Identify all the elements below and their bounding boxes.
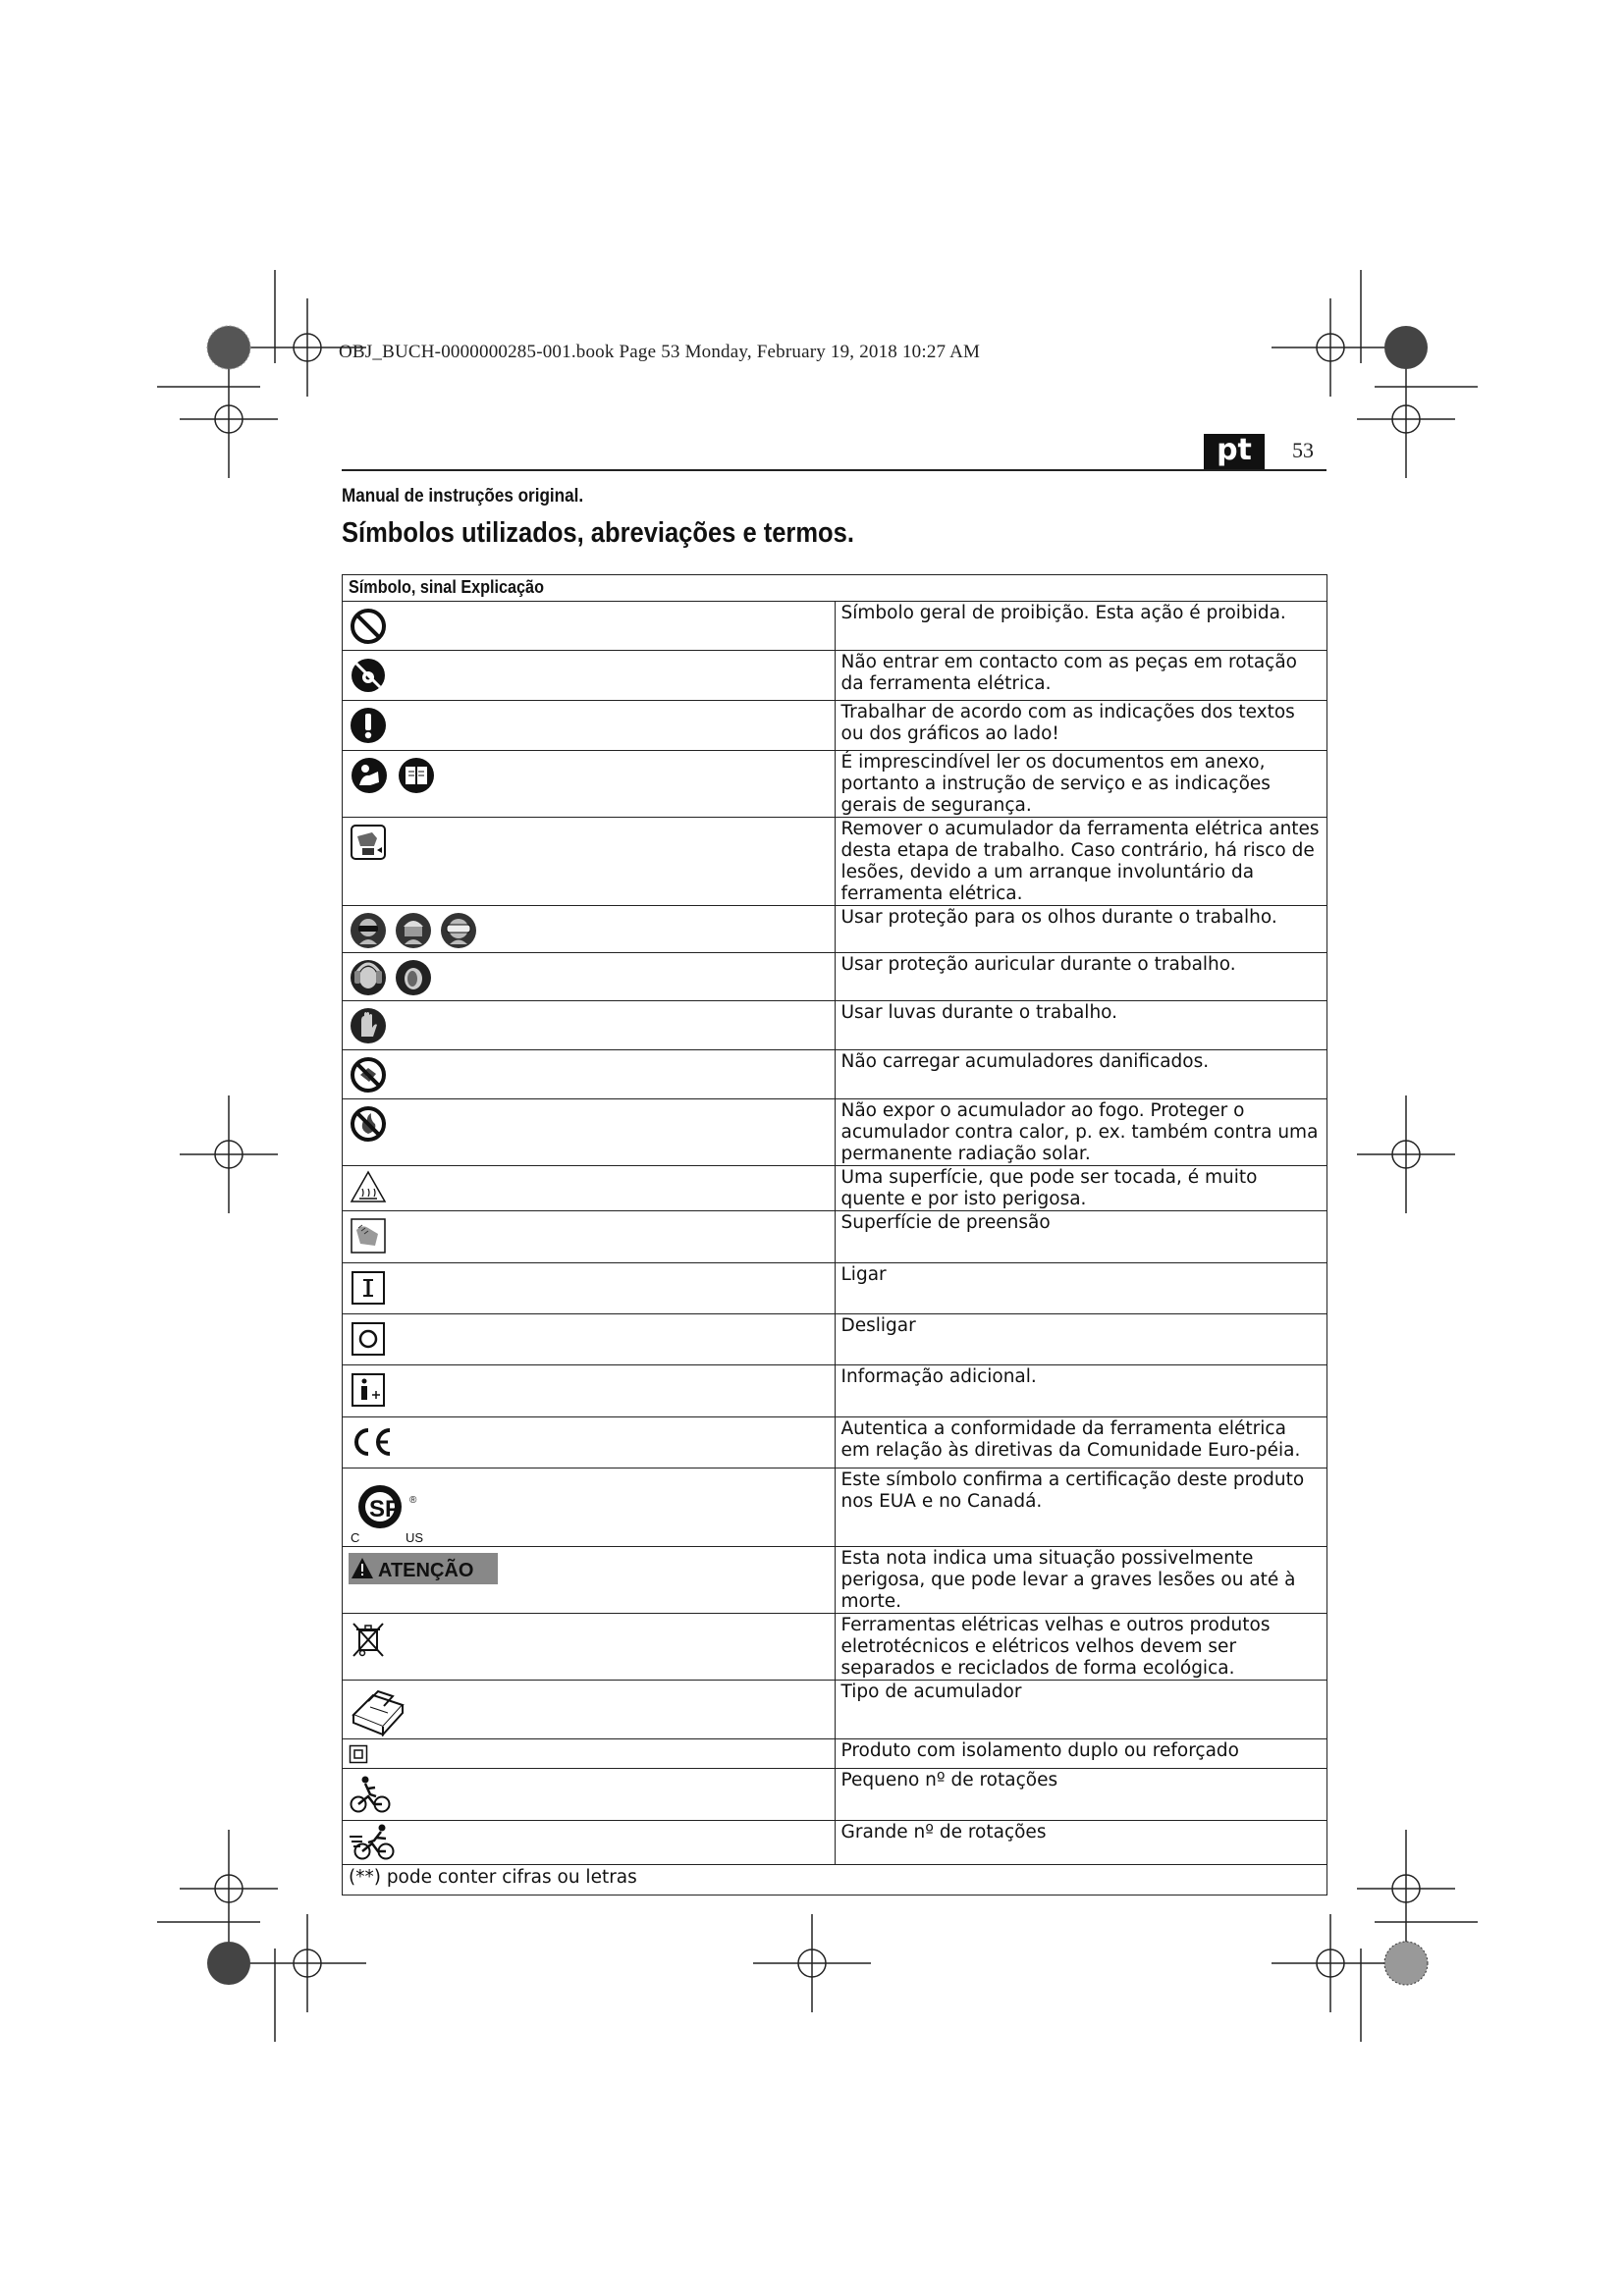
info-plus-icon	[349, 1370, 388, 1410]
table-header	[343, 575, 1327, 602]
svg-text:US: US	[406, 1530, 424, 1544]
language-badge: pt	[1204, 434, 1265, 469]
ce-mark-icon	[349, 1422, 394, 1462]
table-row	[343, 1417, 1327, 1468]
symbol-cell	[343, 953, 836, 1001]
symbol-cell	[343, 651, 836, 701]
table-row	[343, 1769, 1327, 1821]
explanation-cell: Não expor o acumulador ao fogo. Proteger o acumulador contra calor, p. ex. também contra uma permanente radiação solar.	[835, 1099, 1327, 1166]
table-row	[343, 953, 1327, 1001]
symbol-cell	[343, 1614, 836, 1681]
explanation-cell: Não entrar em contacto com as peças em rotação da ferramenta elétrica.	[835, 651, 1327, 701]
symbol-cell	[343, 602, 836, 651]
crosshair-mark	[753, 1914, 871, 2012]
crosshair-mark	[1357, 1095, 1455, 1213]
subtitle: Manual de instruções original.	[342, 486, 584, 507]
table-row	[343, 818, 1327, 906]
explanation-cell: Ferramentas elétricas velhas e outros produtos eletrotécnicos e elétricos velhos devem ser separados e reciclados de forma ecológica.	[835, 1614, 1327, 1681]
table-row	[343, 651, 1327, 701]
symbol-cell	[343, 1468, 836, 1547]
remove-battery-icon	[349, 823, 388, 862]
crosshair-mark	[1357, 1830, 1455, 1948]
symbol-cell	[343, 818, 836, 906]
table-row	[343, 1821, 1327, 1865]
print-header: OBJ_BUCH-0000000285-001.book Page 53 Monday, February 19, 2018 10:27 AM	[339, 342, 981, 362]
table-row	[343, 1614, 1327, 1681]
explanation-cell: Produto com isolamento duplo ou reforçado	[835, 1739, 1327, 1769]
grip-surface-icon	[349, 1216, 388, 1255]
table-row	[343, 1314, 1327, 1365]
symbol-cell	[343, 1821, 836, 1865]
double-insulation-icon	[349, 1744, 368, 1764]
explanation-cell: Uma superfície, que pode ser tocada, é muito quente e por isto perigosa.	[835, 1166, 1327, 1211]
table-row	[343, 751, 1327, 818]
crosshair-mark	[1272, 298, 1389, 397]
table-row	[343, 1211, 1327, 1263]
explanation-cell: Autentica a conformidade da ferramenta elétrica em relação às diretivas da Comunidade Euro-péia.	[835, 1417, 1327, 1468]
goggles-icon	[439, 911, 478, 950]
symbol-cell	[343, 1547, 836, 1614]
symbol-cell	[343, 1166, 836, 1211]
table-row	[343, 906, 1327, 953]
svg-text:®: ®	[409, 1495, 417, 1506]
table-row	[343, 1468, 1327, 1547]
table-row	[343, 1099, 1327, 1166]
table-footer: (**) pode conter cifras ou letras	[343, 1865, 1327, 1896]
symbol-cell	[343, 701, 836, 751]
ear-protection-side-icon	[394, 958, 433, 997]
svg-text:ATENÇÃO: ATENÇÃO	[378, 1560, 474, 1581]
hot-surface-icon	[349, 1169, 388, 1204]
explanation-cell: Usar proteção para os olhos durante o trabalho.	[835, 906, 1327, 953]
explanation-cell: Este símbolo confirma a certificação deste produto nos EUA e no Canadá.	[835, 1468, 1327, 1547]
table-row	[343, 701, 1327, 751]
power-off-icon	[349, 1319, 388, 1359]
exclamation-icon	[349, 706, 388, 745]
crosshair-mark	[180, 1830, 278, 1948]
symbol-cell	[343, 1263, 836, 1314]
table-row	[343, 1365, 1327, 1417]
explanation-cell: Usar proteção auricular durante o trabalho.	[835, 953, 1327, 1001]
read-manual-book-icon	[396, 756, 437, 795]
high-speed-bicycle-icon	[349, 1823, 398, 1862]
no-damaged-battery-icon	[349, 1055, 388, 1095]
symbol-cell	[343, 1001, 836, 1050]
symbols-table	[342, 574, 1327, 1896]
table-row	[343, 1681, 1327, 1739]
explanation-cell: Trabalhar de acordo com as indicações dos textos ou dos gráficos ao lado!	[835, 701, 1327, 751]
crosshair-mark	[180, 360, 278, 478]
table-row	[343, 1166, 1327, 1211]
symbol-cell	[343, 1739, 836, 1769]
symbol-cell	[343, 906, 836, 953]
crosshair-mark	[1357, 360, 1455, 478]
table-row	[343, 602, 1327, 651]
table-footer-row	[343, 1865, 1327, 1896]
symbol-cell	[343, 1099, 836, 1166]
explanation-cell: Superfície de preensão	[835, 1211, 1327, 1263]
symbol-cell	[343, 1365, 836, 1417]
explanation-cell: Pequeno nº de rotações	[835, 1769, 1327, 1821]
eye-protection-icon	[349, 911, 388, 950]
explanation-cell: Não carregar acumuladores danificados.	[835, 1050, 1327, 1099]
table-header-text: Símbolo, sinal Explicação	[349, 577, 544, 597]
table-row	[343, 1739, 1327, 1769]
explanation-cell: Ligar	[835, 1263, 1327, 1314]
svg-text:SP: SP	[369, 1496, 402, 1522]
crosshair-mark	[1272, 1914, 1389, 2012]
read-manual-person-icon	[349, 756, 390, 795]
explanation-cell: É imprescindível ler os documentos em anexo, portanto a instrução de serviço e as indicações gerais de segurança.	[835, 751, 1327, 818]
table-row	[343, 1263, 1327, 1314]
header-rule	[342, 469, 1326, 471]
page-title: Símbolos utilizados, abreviações e termos.	[342, 517, 854, 549]
no-touch-rotating-parts-icon	[349, 656, 388, 695]
explanation-cell: Remover o acumulador da ferramenta elétrica antes desta etapa de trabalho. Caso contrário, há risco de lesões, devido a um arranque involuntário da ferramenta elétrica.	[835, 818, 1327, 906]
ear-protection-icon	[349, 958, 388, 997]
table-row	[343, 1547, 1327, 1614]
power-on-icon	[349, 1268, 388, 1308]
prohibition-icon	[349, 607, 388, 646]
explanation-cell: Informação adicional.	[835, 1365, 1327, 1417]
table-header-row	[343, 575, 1327, 602]
symbol-cell	[343, 1314, 836, 1365]
low-speed-bicycle-icon	[349, 1775, 392, 1814]
crosshair-mark	[180, 1095, 278, 1213]
csa-mark-icon	[351, 1473, 439, 1544]
page-number: 53	[1292, 438, 1314, 462]
table-row	[343, 1001, 1327, 1050]
no-fire-battery-icon	[349, 1104, 388, 1144]
symbol-cell	[343, 1211, 836, 1263]
explanation-cell: Símbolo geral de proibição. Esta ação é proibida.	[835, 602, 1327, 651]
symbol-cell	[343, 1417, 836, 1468]
crosshair-mark	[248, 1914, 366, 2012]
warning-label-icon	[349, 1553, 498, 1584]
explanation-cell: Grande nº de rotações	[835, 1821, 1327, 1865]
explanation-cell: Usar luvas durante o trabalho.	[835, 1001, 1327, 1050]
weee-bin-icon	[349, 1619, 388, 1660]
svg-text:C: C	[351, 1530, 360, 1544]
explanation-cell: Esta nota indica uma situação possivelmente perigosa, que pode levar a graves lesões ou até à morte.	[835, 1547, 1327, 1614]
face-shield-icon	[394, 911, 433, 950]
gloves-icon	[349, 1006, 388, 1045]
symbol-cell	[343, 1681, 836, 1739]
symbol-cell	[343, 1050, 836, 1099]
symbol-cell	[343, 1769, 836, 1821]
symbol-cell	[343, 751, 836, 818]
explanation-cell: Desligar	[835, 1314, 1327, 1365]
battery-pack-icon	[349, 1685, 409, 1736]
explanation-cell: Tipo de acumulador	[835, 1681, 1327, 1739]
table-row	[343, 1050, 1327, 1099]
